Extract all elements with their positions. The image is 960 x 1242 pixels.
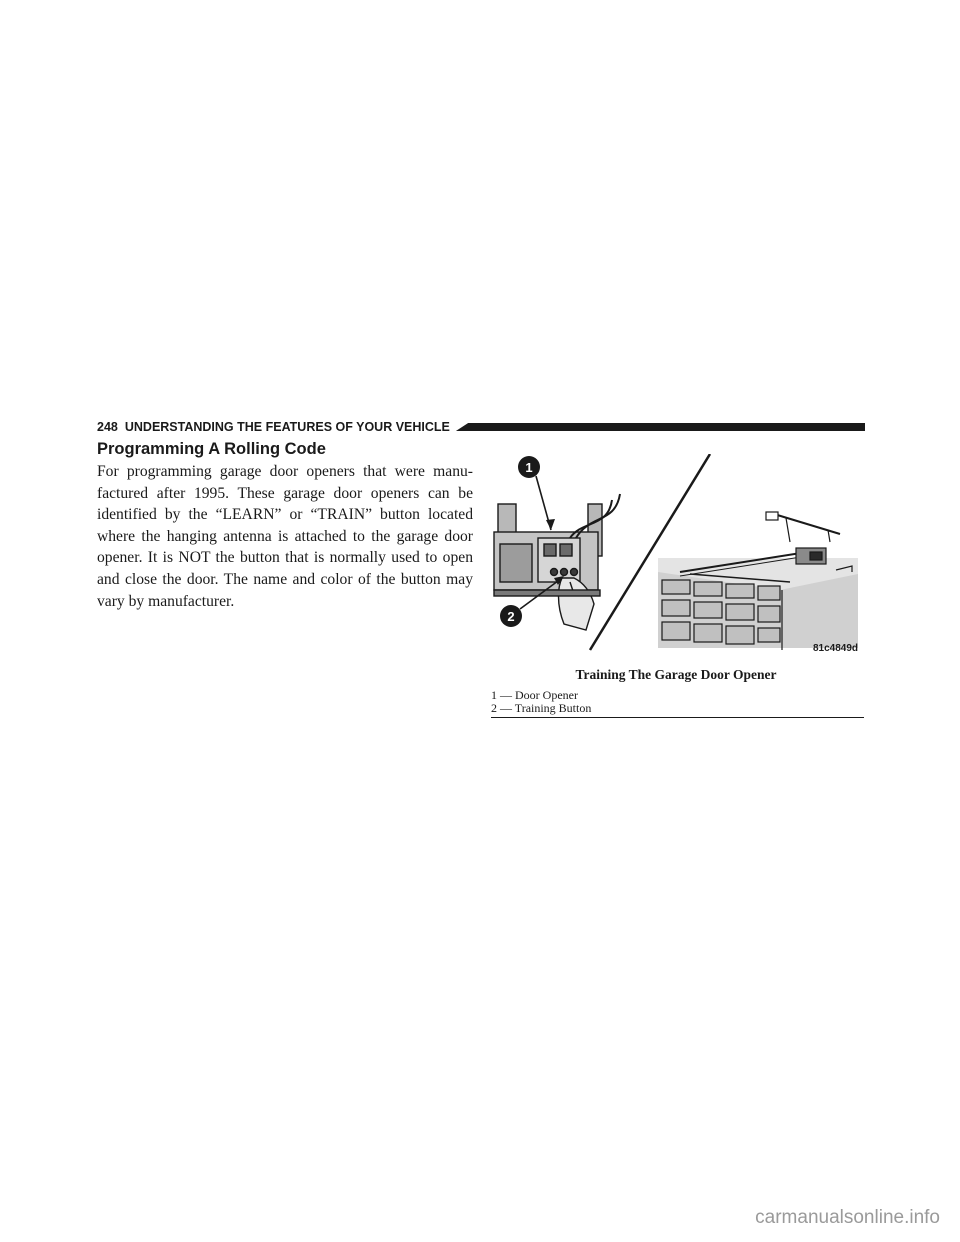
page-number: 248 — [97, 420, 118, 434]
page-header — [97, 418, 865, 436]
callout-2-label: 2 — [507, 609, 515, 624]
garage-opener-illustration — [490, 454, 864, 654]
watermark: carmanualsonline.info — [755, 1207, 940, 1228]
header-rule — [456, 423, 865, 431]
chapter-title: UNDERSTANDING THE FEATURES OF YOUR VEHICLE — [124, 420, 450, 434]
garage-scene — [658, 512, 858, 650]
legend-item-training-button: 2 — Training Button — [491, 701, 592, 715]
figure-caption: Training The Garage Door Opener — [575, 667, 777, 682]
figure-image-code: 81c4849d — [812, 643, 858, 654]
section-paragraph: For programming garage door openers that were manu-factured after 1995. These garage door openers can be identified by the “LEARN” or “TRAIN” button located where the hanging antenna is attached to the garage door opener. It is NOT the button that is normally used to open and close the door. The name and color of the button may vary by manufacturer. — [97, 463, 473, 610]
figure-legend — [491, 689, 864, 718]
callout-1-label: 1 — [525, 460, 533, 475]
section-title: Programming A Rolling Code — [97, 440, 326, 458]
legend-item-door-opener: 1 — Door Opener — [491, 688, 578, 702]
